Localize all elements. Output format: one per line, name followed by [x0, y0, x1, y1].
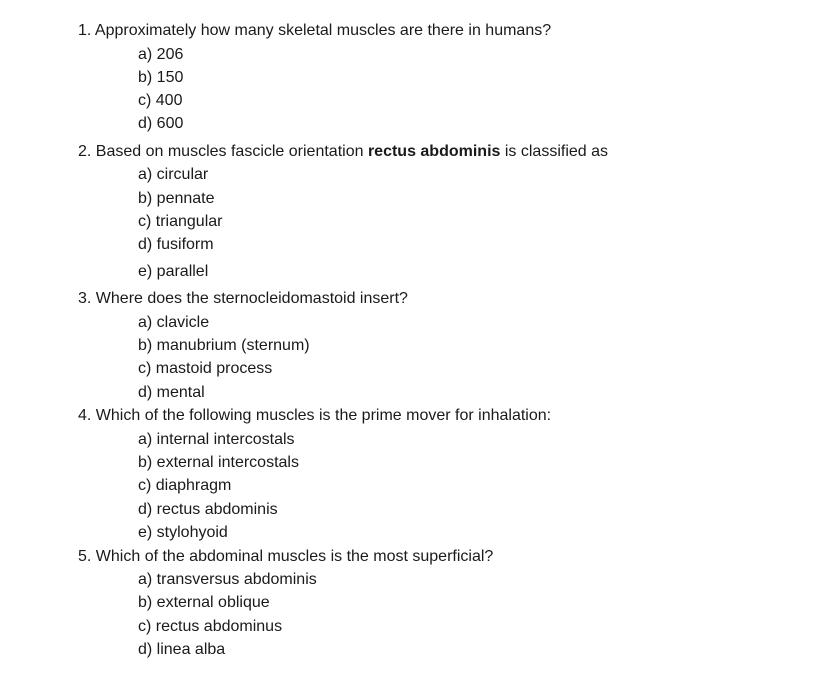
question-3-option-d: d) mental: [138, 384, 205, 401]
question-4-option-e: e) stylohyoid: [138, 524, 228, 541]
question-5-option-b: b) external oblique: [138, 594, 270, 611]
question-1-option-c: c) 400: [138, 92, 183, 109]
question-4-option-d: d) rectus abdominis: [138, 501, 278, 518]
question-2-bold-term: rectus abdominis: [367, 143, 501, 160]
question-2-text-before: 2. Based on muscles fascicle orientation: [78, 143, 368, 160]
question-2-option-a: a) circular: [138, 166, 209, 183]
question-2-option-c: c) triangular: [138, 213, 223, 230]
question-4-option-a: a) internal intercostals: [138, 431, 295, 448]
question-5-option-c: c) rectus abdominus: [138, 618, 283, 635]
question-2-option-e: e) parallel: [138, 263, 209, 280]
question-1-option-d: d) 600: [138, 115, 184, 132]
question-4-option-b: b) external intercostals: [138, 454, 299, 471]
question-3-option-a: a) clavicle: [138, 314, 210, 331]
question-1: 1. Approximately how many skeletal muscles are there in humans?: [78, 22, 552, 39]
question-3-option-c: c) mastoid process: [138, 360, 273, 377]
question-4: 4. Which of the following muscles is the prime mover for inhalation:: [78, 407, 552, 424]
question-2-option-d: d) fusiform: [138, 236, 214, 253]
question-3-option-b: b) manubrium (sternum): [138, 337, 310, 354]
question-5: 5. Which of the abdominal muscles is the most superficial?: [78, 548, 494, 565]
question-2-text-after: is classified as: [500, 143, 609, 160]
question-1-option-a: a) 206: [138, 46, 184, 63]
question-5-option-a: a) transversus abdominis: [138, 571, 317, 588]
question-4-option-c: c) diaphragm: [138, 477, 232, 494]
question-1-option-b: b) 150: [138, 69, 184, 86]
question-3: 3. Where does the sternocleidomastoid insert?: [78, 290, 408, 307]
question-2-option-b: b) pennate: [138, 190, 215, 207]
question-2: [78, 142, 608, 162]
question-5-option-d: d) linea alba: [138, 641, 226, 658]
